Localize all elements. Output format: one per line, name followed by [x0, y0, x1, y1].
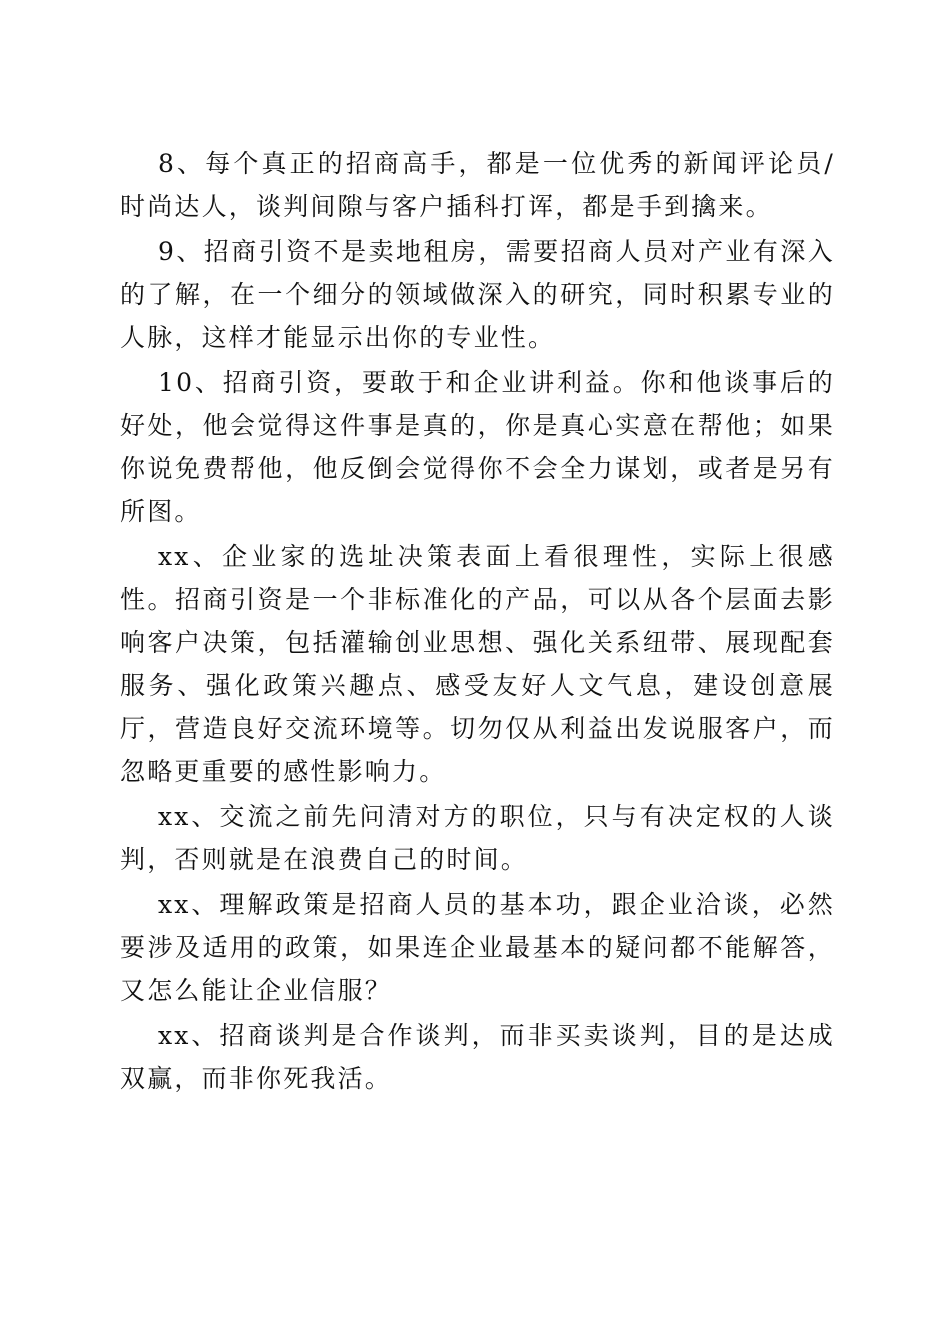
paragraph-8: 8、每个真正的招商高手，都是一位优秀的新闻评论员/时尚达人，谈判间隙与客户插科打诨，都是手到擒来。: [120, 149, 835, 221]
paragraph-xx-ask-position: xx、交流之前先问清对方的职位，只与有决定权的人谈判，否则就是在浪费自己的时间。: [120, 802, 835, 874]
paragraph-xx-site-selection: xx、企业家的选址决策表面上看很理性，实际上很感性。招商引资是一个非标准化的产品，可以从各个层面去影响客户决策，包括灌输创业思想、强化关系纽带、展现配套服务、强化政策兴趣点、感受友好人文气息，建设创意展厅，营造良好交流环境等。切勿仅从利益出发说服客户，而忽略更重要的感性影响力。: [120, 542, 835, 786]
paragraph-9: 9、招商引资不是卖地租房，需要招商人员对产业有深入的了解，在一个细分的领域做深入的研究，同时积累专业的人脉，这样才能显示出你的专业性。: [120, 237, 835, 352]
document-body: [120, 142, 835, 1102]
paragraph-xx-win-win: xx、招商谈判是合作谈判，而非买卖谈判，目的是达成双赢，而非你死我活。: [120, 1021, 835, 1093]
paragraph-xx-understand-policy: xx、理解政策是招商人员的基本功，跟企业洽谈，必然要涉及适用的政策，如果连企业最基本的疑问都不能解答，又怎么能让企业信服？: [120, 890, 835, 1005]
paragraph-10: 10、招商引资，要敢于和企业讲利益。你和他谈事后的好处，他会觉得这件事是真的，你是真心实意在帮他；如果你说免费帮他，他反倒会觉得你不会全力谋划，或者是另有所图。: [120, 368, 835, 526]
